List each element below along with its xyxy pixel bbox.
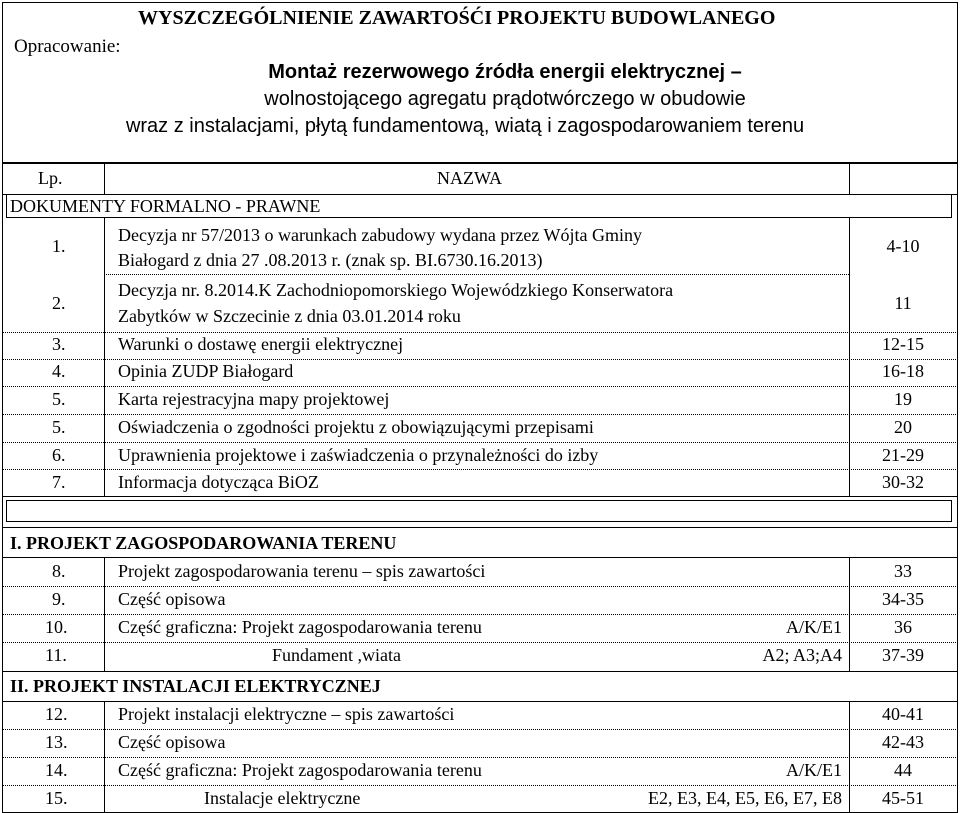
row-pages: 4-10 xyxy=(886,236,920,256)
row-name: Instalacje elektryczne xyxy=(204,788,361,808)
row-name-line2: Zabytków w Szczecinie z dnia 03.01.2014 roku xyxy=(118,306,461,326)
row-lp: 2. xyxy=(52,293,66,313)
row-lp: 6. xyxy=(52,445,66,465)
row-lp: 9. xyxy=(52,589,66,609)
row-separator xyxy=(2,359,958,360)
row-lp: 5. xyxy=(52,389,66,409)
row-separator xyxy=(2,332,958,333)
row-code: A2; A3;A4 xyxy=(762,645,842,665)
row-separator xyxy=(2,469,958,470)
project-title-line1: Montaż rezerwowego źródła energii elektrycznej – xyxy=(268,61,742,83)
grid-line xyxy=(104,162,105,194)
row-separator xyxy=(104,274,849,275)
grid-line xyxy=(849,162,850,194)
row-separator xyxy=(2,614,958,615)
row-code: A/K/E1 xyxy=(786,617,842,637)
row-name: Projekt zagospodarowania terenu – spis zawartości xyxy=(118,561,486,581)
row-lp: 10. xyxy=(45,617,68,637)
prepared-label: Opracowanie: xyxy=(14,36,121,57)
row-name: Uprawnienia projektowe i zaświadczenia o przynależności do izby xyxy=(118,445,599,465)
row-lp: 11. xyxy=(45,645,67,665)
row-pages: 42-43 xyxy=(882,732,924,752)
column-header-name: NAZWA xyxy=(437,168,502,188)
row-name: Opinia ZUDP Białogard xyxy=(118,361,294,381)
row-lp: 3. xyxy=(52,334,66,354)
row-code: E2, E3, E4, E5, E6, E7, E8 xyxy=(648,788,842,808)
row-pages: 19 xyxy=(894,389,912,409)
row-lp: 7. xyxy=(52,472,66,492)
row-name: Część graficzna: Projekt zagospodarowania terenu xyxy=(118,760,482,780)
row-separator xyxy=(2,414,958,415)
row-lp: 15. xyxy=(45,788,68,808)
row-separator xyxy=(2,757,958,758)
section-electric: II. PROJEKT INSTALACJI ELEKTRYCZNEJ xyxy=(10,676,381,696)
column-header-lp: Lp. xyxy=(38,168,63,188)
row-name-line2: Białogard z dnia 27 .08.2013 r. (znak sp. BI.6730.16.2013) xyxy=(118,250,543,270)
row-pages: 21-29 xyxy=(882,445,924,465)
row-separator xyxy=(2,586,958,587)
row-pages: 40-41 xyxy=(882,704,924,724)
grid-line xyxy=(2,496,958,497)
row-lp: 14. xyxy=(45,760,68,780)
row-name: Projekt instalacji elektryczne – spis zawartości xyxy=(118,704,455,724)
grid-line xyxy=(2,557,958,558)
row-lp: 1. xyxy=(52,236,66,256)
row-name: Warunki o dostawę energii elektrycznej xyxy=(118,334,404,354)
row-lp: 8. xyxy=(52,561,66,581)
row-pages: 12-15 xyxy=(882,334,924,354)
spacer-row-frame xyxy=(6,500,952,522)
row-lp: 13. xyxy=(45,732,68,752)
row-name: Karta rejestracyjna mapy projektowej xyxy=(118,389,390,409)
row-name: Część opisowa xyxy=(118,732,226,752)
row-pages: 11 xyxy=(894,293,912,313)
row-name-line1: Decyzja nr 57/2013 o warunkach zabudowy wydana przez Wójta Gminy xyxy=(118,225,642,245)
row-separator xyxy=(2,729,958,730)
row-pages: 36 xyxy=(894,617,912,637)
row-name: Informacja dotycząca BiOZ xyxy=(118,472,319,492)
document-heading: WYSZCZEGÓLNIENIE ZAWARTOŚĆI PROJEKTU BUDOWLANEGO xyxy=(138,7,776,29)
grid-line xyxy=(104,218,105,496)
grid-line xyxy=(2,701,958,702)
row-separator xyxy=(2,785,958,786)
row-pages: 45-51 xyxy=(882,788,924,808)
project-title-line2: wolnostojącego agregatu prądotwórczego w obudowie xyxy=(264,88,746,110)
row-pages: 34-35 xyxy=(882,589,924,609)
row-pages: 16-18 xyxy=(882,361,924,381)
grid-line xyxy=(849,218,850,496)
row-separator xyxy=(2,386,958,387)
project-title-line3: wraz z instalacjami, płytą fundamentową, wiatą i zagospodarowaniem terenu xyxy=(125,115,805,137)
row-lp: 5. xyxy=(52,417,66,437)
row-code: A/K/E1 xyxy=(786,760,842,780)
section-formal: DOKUMENTY FORMALNO - PRAWNE xyxy=(10,196,321,216)
section-terrain: I. PROJEKT ZAGOSPODAROWANIA TERENU xyxy=(10,533,397,553)
row-pages: 37-39 xyxy=(882,645,924,665)
row-separator xyxy=(2,642,958,643)
row-name: Część graficzna: Projekt zagospodarowania terenu xyxy=(118,617,482,637)
grid-line xyxy=(2,671,958,672)
row-lp: 12. xyxy=(45,704,68,724)
row-pages: 44 xyxy=(894,760,912,780)
row-name: Część opisowa xyxy=(118,589,226,609)
row-separator xyxy=(2,442,958,443)
row-name-line1: Decyzja nr. 8.2014.K Zachodniopomorskiego Wojewódzkiego Konserwatora xyxy=(118,280,674,300)
grid-line xyxy=(2,527,958,528)
row-pages: 30-32 xyxy=(882,472,924,492)
row-lp: 4. xyxy=(52,361,66,381)
row-name: Fundament ,wiata xyxy=(272,645,401,665)
row-pages: 20 xyxy=(894,417,912,437)
row-name: Oświadczenia o zgodności projektu z obowiązującymi przepisami xyxy=(118,417,594,437)
row-pages: 33 xyxy=(894,561,912,581)
